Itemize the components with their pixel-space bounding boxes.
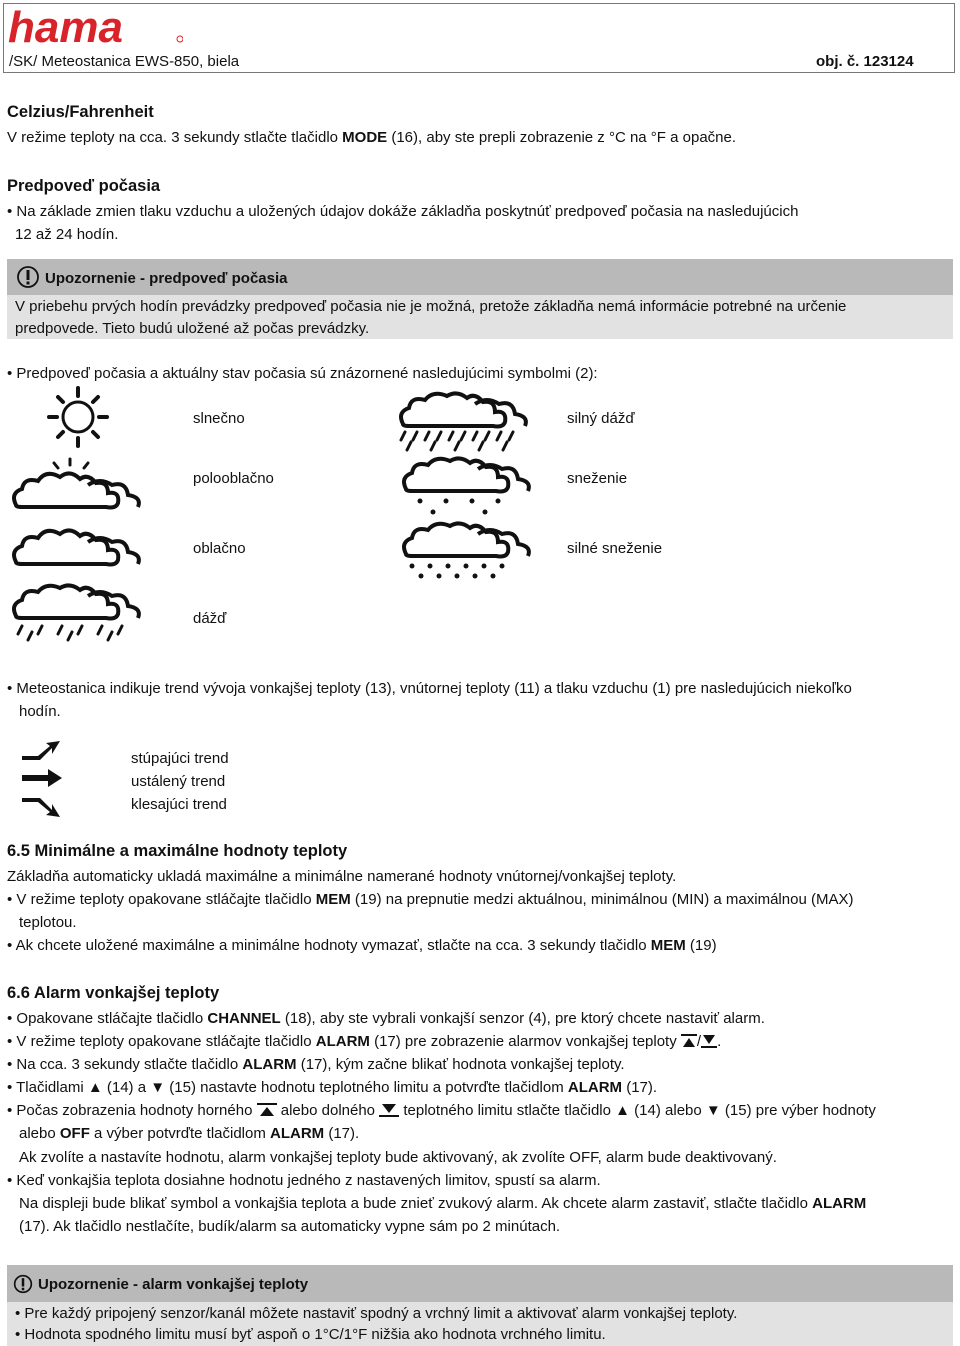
cloudy-icon [8, 520, 148, 570]
label-rain: dážď [193, 610, 227, 627]
notice2-title: Upozornenie - alarm vonkajšej teploty [38, 1276, 309, 1293]
label-snow: sneženie [567, 470, 628, 487]
section66-bullet3: • Na cca. 3 sekundy stlačte tlačidlo ALARM (17), kým začne blikať hodnota vonkajšej teploty. [7, 1056, 625, 1073]
forecast-bullet-line1: • Na základe zmien tlaku vzduchu a uložených údajov dokáže základňa poskytnúť predpoveď počasia na nasledujúcich [7, 203, 799, 220]
info-icon [16, 265, 40, 289]
section66-bullet6-line1: • Keď vonkajšia teplota dosiahne hodnotu jedného z nastavených limitov, spustí sa alarm. [7, 1172, 601, 1189]
trend-intro-line2: hodín. [19, 703, 61, 720]
section65-bullet1: • V režime teploty opakovane stláčajte tlačidlo MEM (19) na prepnutie medzi aktuálnou, minimálnou (MIN) a maximálnou (MAX) [7, 891, 854, 908]
section66-bullet5: • Počas zobrazenia hodnoty horného alebo dolného teplotného limitu stlačte tlačidlo ▲ (14) alebo ▼ (15) pre výber hodnoty [7, 1102, 876, 1119]
notice1-line1: V priebehu prvých hodín prevádzky predpoveď počasia nie je možná, pretože základňa nemá informácie potrebné na určenie [15, 298, 847, 315]
trend-falling-icon [20, 794, 64, 820]
alarm-low-icon [701, 1034, 717, 1048]
section65-bullet1-line2: teplotou. [19, 914, 77, 931]
trend-steady-label: ustálený trend [131, 773, 226, 790]
hama-logo [8, 6, 183, 48]
snow-icon [398, 455, 538, 517]
trend-rising-icon [20, 738, 64, 764]
forecast-heading: Predpoveď počasia [7, 177, 161, 195]
info-icon-2 [13, 1274, 33, 1294]
trend-intro-line1: • Meteostanica indikuje trend vývoja vonkajšej teploty (13), vnútornej teploty (11) a tlaku vzduchu (1) pre nasledujúcich niekoľko [7, 680, 852, 697]
section66-bullet6-line3: (17). Ak tlačidlo nestlačíte, budík/alarm sa automaticky vypne sám po 2 minútach. [19, 1218, 561, 1235]
section65-heading: 6.5 Minimálne a maximálne hodnoty teploty [7, 842, 348, 860]
notice1-title: Upozornenie - predpoveď počasia [45, 270, 288, 287]
sun-icon [42, 386, 114, 448]
label-sunny: slnečno [193, 410, 245, 427]
notice2-line1: • Pre každý pripojený senzor/kanál môžete nastaviť spodný a vrchný limit a aktivovať alarm vonkajšej teploty. [15, 1305, 738, 1322]
forecast-bullet-line2: 12 až 24 hodín. [15, 226, 119, 243]
trend-falling-label: klesajúci trend [131, 796, 227, 813]
section66-heading: 6.6 Alarm vonkajšej teploty [7, 984, 220, 1002]
alarm-high-icon-2 [257, 1103, 277, 1117]
notice2-line2: • Hodnota spodného limitu musí byť aspoň o 1°C/1°F nižšia ako hodnota vrchného limitu. [15, 1326, 606, 1343]
section66-bullet5-line3: Ak zvolíte a nastavíte hodnotu, alarm vonkajšej teploty bude aktivovaný, ak zvolíte OFF, alarm bude deaktivovaný. [19, 1149, 777, 1166]
label-heavy-rain: silný dážď [567, 410, 635, 427]
celsius-heading: Celzius/Fahrenheit [7, 103, 154, 121]
logo-text: hama [8, 6, 123, 48]
notice1-line2: predpovede. Tieto budú uložené až počas prevádzky. [15, 320, 370, 337]
section66-bullet4: • Tlačidlami ▲ (14) a ▼ (15) nastavte hodnotu teplotného limitu a potvrďte tlačidlom ALARM (17). [7, 1079, 658, 1096]
trend-rising-label: stúpajúci trend [131, 750, 229, 767]
alarm-low-icon-2 [379, 1103, 399, 1117]
trend-steady-icon [20, 767, 64, 789]
label-partly-cloudy: polooblačno [193, 470, 274, 487]
section66-bullet5-line2: alebo OFF a výber potvrďte tlačidlom ALARM (17). [19, 1125, 360, 1142]
section65-bullet2: • Ak chcete uložené maximálne a minimálne hodnoty vymazať, stlačte na cca. 3 sekundy tlačidlo MEM (19) [7, 937, 717, 954]
label-cloudy: oblačno [193, 540, 246, 557]
alarm-high-icon [681, 1034, 697, 1048]
section65-line1: Základňa automaticky ukladá maximálne a minimálne namerané hodnoty vnútornej/vonkajšej teploty. [7, 868, 677, 885]
section66-bullet2: • V režime teploty opakovane stláčajte tlačidlo ALARM (17) pre zobrazenie alarmov vonkajšej teploty / . [7, 1033, 722, 1050]
heavy-snow-icon [398, 520, 538, 582]
section66-bullet6-line2: Na displeji bude blikať symbol a vonkajšia teplota a bude znieť zvukový alarm. Ak chcete alarm zastaviť, stlačte tlačidlo ALARM [19, 1195, 867, 1212]
order-number: obj. č. 123124 [816, 53, 914, 70]
document-title: /SK/ Meteostanica EWS-850, biela [9, 53, 240, 70]
symbols-intro: • Predpoveď počasia a aktuálny stav počasia sú znázornené nasledujúcimi symbolmi (2): [7, 365, 598, 382]
label-heavy-snow: silné sneženie [567, 540, 663, 557]
section66-bullet1: • Opakovane stláčajte tlačidlo CHANNEL (18), aby ste vybrali vonkajší senzor (4), pre ktorý chcete nastaviť alarm. [7, 1010, 765, 1027]
rain-icon [8, 582, 148, 642]
partly-cloudy-icon [8, 455, 148, 515]
celsius-text: V režime teploty na cca. 3 sekundy stlačte tlačidlo MODE (16), aby ste prepli zobrazenie z °C na °F a opačne. [7, 129, 737, 146]
heavy-rain-icon [395, 390, 535, 452]
